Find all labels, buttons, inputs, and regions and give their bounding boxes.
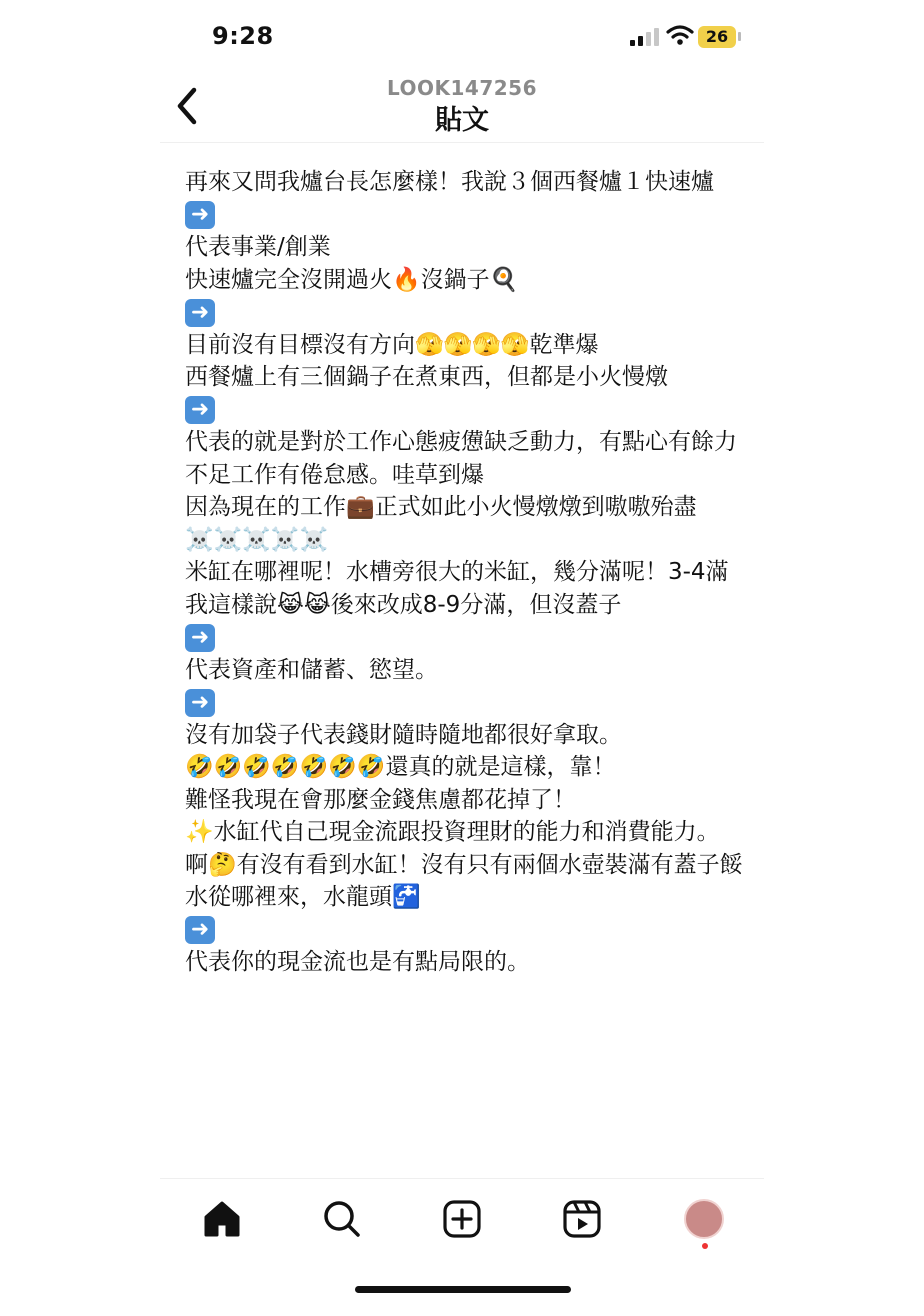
caption-line: 米缸在哪裡呢！水槽旁很大的米缸，幾分滿呢！3-4滿我這樣說😹😹後來改成8-9分滿，但沒蓋子 (185, 559, 729, 618)
profile-avatar[interactable] (684, 1199, 724, 1239)
right-arrow-icon: ➜ (185, 201, 215, 229)
caption-line (185, 686, 745, 719)
search-icon[interactable] (320, 1197, 364, 1241)
caption-line: ✨水缸代自己現金流跟投資理財的能力和消費能力。 (185, 819, 720, 845)
phone-screen (160, 0, 764, 1316)
right-arrow-icon: ➜ (185, 624, 215, 652)
notification-dot (702, 1243, 708, 1249)
caption-line: 水從哪裡來，水龍頭🚰 (185, 884, 421, 910)
right-arrow-icon: ➜ (185, 916, 215, 944)
caption-line: 再來又問我爐台長怎麼樣！我說３個西餐爐１快速爐 (185, 169, 714, 195)
caption-line: 代表資產和儲蓄、慾望。 (185, 656, 438, 683)
cellular-signal-icon (630, 28, 660, 46)
caption-line: 代表的就是對於工作心態疲憊缺乏動力，有點心有餘力不足工作有倦怠感。哇草到爆 (185, 429, 737, 488)
bottom-tab-bar (160, 1178, 764, 1259)
caption-line (185, 914, 745, 947)
reels-icon[interactable] (560, 1197, 604, 1241)
caption-line: 西餐爐上有三個鍋子在煮東西，但都是小火慢燉 (185, 364, 668, 390)
battery-icon (698, 26, 736, 48)
home-icon[interactable] (200, 1197, 244, 1241)
post-header (160, 70, 764, 143)
caption-line: 代表你的現金流也是有點局限的。 (185, 949, 530, 975)
status-time: 9:28 (212, 22, 274, 50)
page-title: 貼文 (435, 105, 489, 136)
status-bar (160, 0, 764, 70)
caption-line: 啊🤔有沒有看到水缸！沒有只有兩個水壺裝滿有蓋子餒 (185, 851, 743, 878)
battery-tip (738, 32, 741, 41)
battery-level: 26 (705, 27, 729, 46)
caption-line: 目前沒有目標沒有方向🫣🫣🫣🫣乾準爆 (185, 331, 599, 358)
caption-line: 快速爐完全沒開過火🔥沒鍋子🍳 (185, 266, 519, 293)
wifi-icon (666, 24, 694, 46)
caption-line (185, 394, 745, 427)
caption-line: 代表事業/創業 (185, 234, 331, 260)
right-arrow-icon: ➜ (185, 689, 215, 717)
caption-line (185, 296, 745, 329)
caption-line: 🤣🤣🤣🤣🤣🤣🤣還真的就是這樣，靠！ (185, 754, 616, 780)
post-caption (185, 166, 745, 1178)
home-indicator (355, 1286, 571, 1293)
create-post-icon[interactable] (440, 1197, 484, 1241)
caption-line (185, 621, 745, 654)
right-arrow-icon: ➜ (185, 396, 215, 424)
caption-line: 難怪我現在會那麼金錢焦慮都花掉了！ (185, 786, 576, 813)
right-arrow-icon: ➜ (185, 299, 215, 327)
caption-line: 因為現在的工作💼正式如此小火慢燉燉到嗷嗷殆盡☠️☠️☠️☠️☠️ (185, 494, 697, 553)
caption-line (185, 199, 745, 232)
caption-line: 沒有加袋子代表錢財隨時隨地都很好拿取。 (185, 721, 622, 748)
account-handle[interactable]: LOOK147256 (386, 76, 538, 100)
